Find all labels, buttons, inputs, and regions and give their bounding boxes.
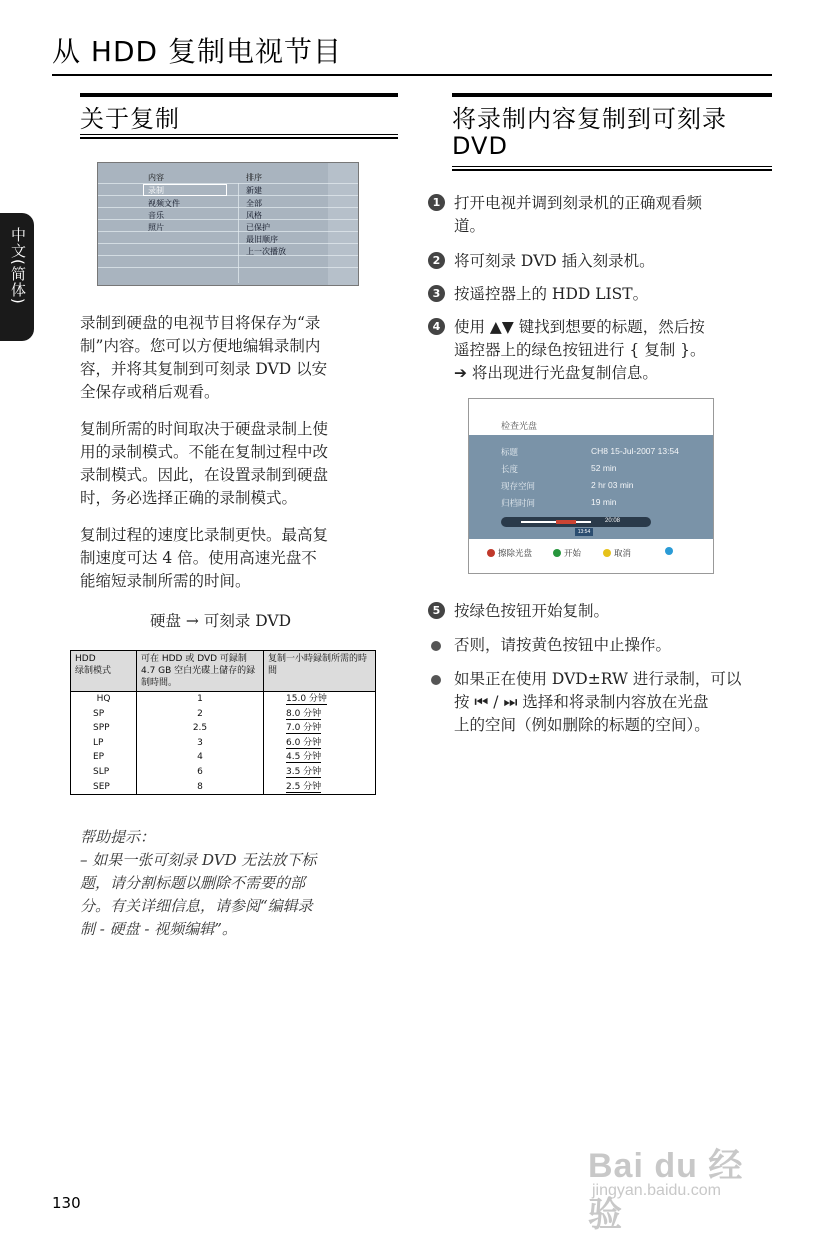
yellow-dot-icon [603,549,611,557]
step-4: 4 使用 ▲▼ 键找到想要的标题，然后按 遥控器上的绿色按钮进行 { 复制 }。 ➔ 将出现进行光盘复制信息。 [428,316,778,386]
menu-row-line [98,267,358,268]
step-2: 2 将可刻录 DVD 插入刻录机。 [428,250,778,273]
menu-col-sort-header: 排序 [246,173,262,182]
red-dot-icon [487,549,495,557]
disc-bar-used [556,520,576,524]
menu-sort-all: 全部 [246,199,262,208]
disc-label-title: 标题 [501,448,519,458]
blue-dot-icon [665,547,673,555]
bullet-icon [431,641,441,651]
menu-item-record: 录制 [148,186,164,195]
title-divider [52,74,772,76]
disc-capacity-bar [501,517,651,527]
green-dot-icon [553,549,561,557]
disc-bar-time: 20:08 [605,518,621,524]
menu-row-line [98,207,358,208]
paragraph-copy-time: 复制所需的时间取决于硬盘录制上使 用的录制模式。不能在复制过程中改 录制模式。因此，在设置录制到硬盘 时，务必选择正确的录制模式。 [80,420,329,507]
table-row: HQ 1 15.0 分钟 [71,692,376,707]
watermark-url: jingyan.baidu.com [592,1182,721,1199]
disc-label-length: 长度 [501,465,519,475]
section-rule-top-left [80,93,398,97]
menu-sort-protected: 已保护 [246,223,270,232]
table-row: SLP 6 3.5 分钟 [71,765,376,780]
menu-row-line [98,243,358,244]
section-rule-top-right [452,93,772,97]
content-menu-screenshot [97,162,359,286]
disc-check-header [469,399,713,435]
menu-item-photo: 照片 [148,223,164,232]
step-4-result: ➔ 将出现进行光盘复制信息。 [454,364,658,382]
help-tip: 帮助提示： – 如果一张可刻录 DVD 无法放下标 题，请分割标题以删除不需要的部 分。有关详细信息，请参阅“编辑录 制 - 硬盘 - 视频编辑”。 [80,828,317,938]
language-tab [0,213,34,341]
step-number-5: 5 [428,602,445,619]
step-1: 1 打开电视并调到刻录机的正确观看频 道。 [428,192,778,238]
menu-row-line [98,183,358,184]
menu-row-line [98,195,358,196]
start-button[interactable]: 开始 [553,547,581,559]
disc-check-screenshot [468,398,714,574]
step-number-3: 3 [428,285,445,302]
language-tab-label: 中文(简体) [9,227,27,305]
disc-bar-badge: 13:54 [575,528,593,536]
disc-value-length: 52 min [591,463,617,473]
blue-button[interactable] [665,547,676,557]
menu-col-divider [238,183,239,283]
bullet-icon [431,675,441,685]
disc-value-space: 2 hr 03 min [591,480,634,490]
step-5: 5 按绿色按钮开始复制。 [428,600,778,623]
table-header-copy-time: 复制一小時録制所需的時間 [264,651,376,692]
disc-label-archive: 归档时间 [501,499,536,509]
disc-label-space: 现存空间 [501,482,536,492]
record-mode-table [70,650,376,795]
bullet-dvdrw: 如果正在使用 DVD±RW 进行录制，可以 按 ⏮ / ⏭ 选择和将录制内容放在光盘 上的空间（例如删除的标题的空间）。 [428,668,788,738]
section-rule-bottom-right [452,166,772,171]
disc-check-title: 检查光盘 [501,422,538,432]
step-number-1: 1 [428,194,445,211]
menu-sort-style: 风格 [246,211,262,220]
table-row: EP 4 4.5 分钟 [71,750,376,765]
menu-col-content-header: 内容 [148,173,164,182]
watermark-logo: Bai du 经验 [588,1147,744,1234]
erase-disc-button[interactable]: 擦除光盘 [487,547,532,559]
section-rule-bottom-left [80,134,398,139]
menu-row-line [98,255,358,256]
table-row: SP 2 8.0 分钟 [71,707,376,722]
disc-value-title: CH8 15-Jul-2007 13:54 [591,446,679,456]
menu-item-music: 音乐 [148,211,164,220]
paragraph-speed: 复制过程的速度比录制更快。最高复 制速度可达 4 倍。使用高速光盘不 能缩短录制所需的时间。 [80,526,329,590]
table-header-capacity: 可在 HDD 或 DVD 可録制 4.7 GB 空白光碟上儲存的録制時間。 [137,651,264,692]
flow-hdd-to-dvd: 硬盘 → 可刻录 DVD [150,612,292,630]
page-number: 130 [52,1194,81,1212]
menu-sort-new: 新建 [246,186,262,195]
disc-button-bar [469,539,713,573]
section-title-copy-to-dvd-line2: DVD [452,132,508,160]
table-row: LP 3 6.0 分钟 [71,736,376,751]
menu-row-line [98,219,358,220]
step-number-4: 4 [428,318,445,335]
menu-sort-last-played: 上一次播放 [246,247,286,256]
section-title-about-copy: 关于复制 [80,105,180,133]
menu-item-video: 视频文件 [148,199,180,208]
menu-sort-oldest: 最旧顺序 [246,235,278,244]
cancel-button[interactable]: 取消 [603,547,631,559]
baidu-watermark [588,1138,778,1234]
table-row: SPP 2.5 7.0 分钟 [71,721,376,736]
section-title-copy-to-dvd-line1: 将录制内容复制到可刻录 [452,105,727,133]
page-title: 从 HDD 复制电视节目 [52,35,342,68]
menu-row-line [98,231,358,232]
step-number-2: 2 [428,252,445,269]
paragraph-intro: 录制到硬盘的电视节目将保存为“录 制”内容。您可以方便地编辑录制内 容，并将其复制到可刻录 DVD 以安 全保存或稍后观看。 [80,314,328,401]
table-header-row [71,651,376,692]
table-header-mode: HDD 绿制模式 [71,651,137,692]
bullet-cancel: 否则，请按黄色按钮中止操作。 [428,634,778,657]
disc-value-archive: 19 min [591,497,617,507]
step-3: 3 按遥控器上的 HDD LIST。 [428,283,778,306]
table-row: SEP 8 2.5 分钟 [71,780,376,795]
